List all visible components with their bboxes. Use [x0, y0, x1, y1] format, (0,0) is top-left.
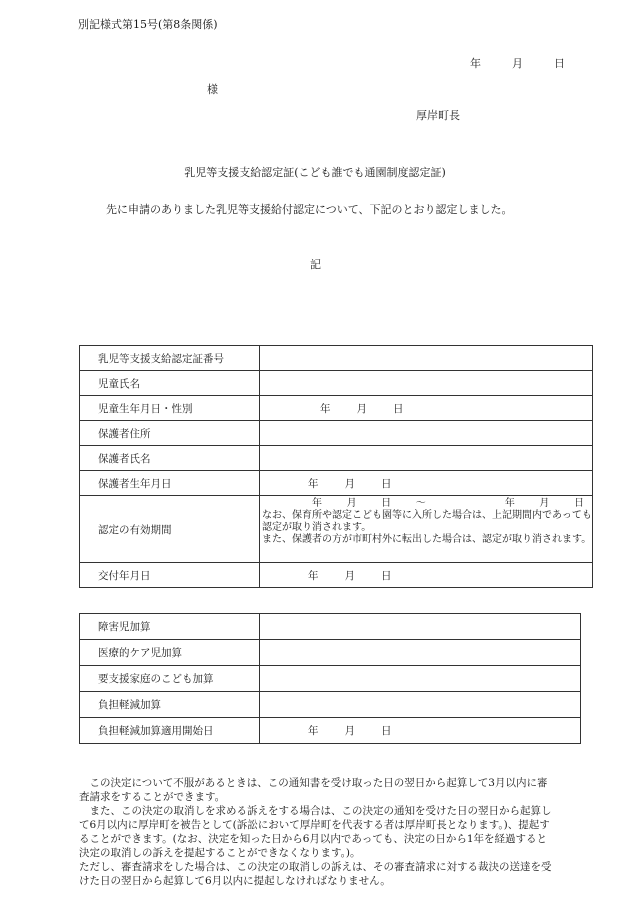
form-number: 別記様式第15号(第8条関係): [78, 18, 218, 31]
additions-table: [79, 613, 581, 744]
table-row: [80, 666, 581, 692]
table-row: [80, 614, 581, 640]
month-unit: 月: [344, 725, 355, 737]
document-title: 乳児等支援支給認定証(こども誰でも通園制度認定証): [184, 166, 446, 179]
date-month-unit: 月: [512, 57, 523, 70]
date-year-unit: 年: [470, 57, 481, 70]
table-row: [80, 471, 593, 496]
guardian-name-value: [260, 446, 593, 471]
issue-date-value: [260, 563, 593, 588]
year-unit: 年: [320, 402, 331, 415]
child-name-value: [260, 371, 593, 396]
day-unit: 日: [381, 725, 392, 737]
table-row: [80, 563, 593, 588]
validity-value: [260, 496, 593, 563]
disability-label: 障害児加算: [80, 614, 260, 640]
table-row: [80, 692, 581, 718]
note-paragraph-3: ただし、審査請求をした場合は、この決定の取消しの訴えは、その審査請求に対する裁決の送達を受けた日の翌日から起算して6月以内に提起しなければなりません。: [79, 861, 552, 887]
day-unit: 日: [381, 477, 392, 490]
ki-heading: 記: [310, 258, 321, 271]
table-row: [80, 396, 593, 421]
table-row: [80, 421, 593, 446]
note-paragraph-2: また、この決定の取消しを求める訴えをする場合は、この決定の通知を受けた日の翌日から起算して6月以内に厚岸町を被告として(訴訟において厚岸町を代表する者は厚岸町長となります。)、提起することができます。(なお、決定を知った日から6月以内であっても、決定の日から1年を経過すると決定の取消しの訴えを提起することができなくなります。)。: [79, 805, 552, 859]
certificate-table: [79, 345, 593, 588]
year-unit: 年: [308, 725, 319, 737]
month-unit: 月: [356, 402, 367, 415]
validity-tilde: 〜: [415, 498, 426, 509]
day-unit: 日: [381, 569, 392, 582]
guardian-address-value: [260, 421, 593, 446]
child-birth-label: 児童生年月日・性別: [80, 396, 260, 421]
day-unit: 日: [573, 498, 584, 509]
table-row: [80, 496, 593, 563]
day-unit: 日: [393, 402, 404, 415]
month-unit: 月: [346, 498, 357, 509]
cert-number-label: 乳児等支援支給認定証番号: [80, 346, 260, 371]
addressee-suffix: 様: [207, 83, 218, 96]
table-row: [80, 346, 593, 371]
issue-date-header: [470, 55, 565, 71]
date-day-unit: 日: [554, 57, 565, 70]
guardian-birth-label: 保護者生年月日: [80, 471, 260, 496]
child-birth-value: [260, 396, 593, 421]
table-row: [80, 371, 593, 396]
support-family-label: 要支援家庭のこども加算: [80, 666, 260, 692]
month-unit: 月: [344, 477, 355, 490]
medical-care-label: 医療的ケア児加算: [80, 640, 260, 666]
month-unit: 月: [539, 498, 550, 509]
month-unit: 月: [344, 569, 355, 582]
year-unit: 年: [312, 498, 322, 509]
medical-care-value: [260, 640, 581, 666]
guardian-address-label: 保護者住所: [80, 421, 260, 446]
year-unit: 年: [504, 498, 515, 509]
validity-label: 認定の有効期間: [80, 496, 260, 563]
burden-reduction-label: 負担軽減加算: [80, 692, 260, 718]
cert-number-value: [260, 346, 593, 371]
disability-value: [260, 614, 581, 640]
burden-start-value: [260, 718, 581, 744]
validity-note-1: なお、保育所や認定こども園等に入所した場合は、上記期間内であっても認定が取り消されます。: [262, 510, 592, 533]
appeal-notes: [79, 776, 553, 888]
issuer-name: 厚岸町長: [416, 109, 460, 122]
validity-note-2: また、保護者の方が市町村外に転出した場合は、認定が取り消されます。: [262, 534, 592, 545]
support-family-value: [260, 666, 581, 692]
note-paragraph-1: この決定について不服があるときは、この通知書を受け取った日の翌日から起算して3月以内に審査請求をすることができます。: [79, 777, 548, 803]
guardian-name-label: 保護者氏名: [80, 446, 260, 471]
child-name-label: 児童氏名: [80, 371, 260, 396]
burden-start-label: 負担軽減加算適用開始日: [80, 718, 260, 744]
day-unit: 日: [381, 498, 392, 509]
validity-date-range: [260, 496, 592, 510]
table-row: [80, 446, 593, 471]
guardian-birth-value: [260, 471, 593, 496]
burden-reduction-value: [260, 692, 581, 718]
table-row: [80, 640, 581, 666]
issue-date-label: 交付年月日: [80, 563, 260, 588]
lead-text: 先に申請のありました乳児等支援給付認定について、下記のとおり認定しました。: [106, 203, 513, 216]
year-unit: 年: [308, 477, 319, 490]
table-row: [80, 718, 581, 744]
year-unit: 年: [308, 569, 319, 582]
